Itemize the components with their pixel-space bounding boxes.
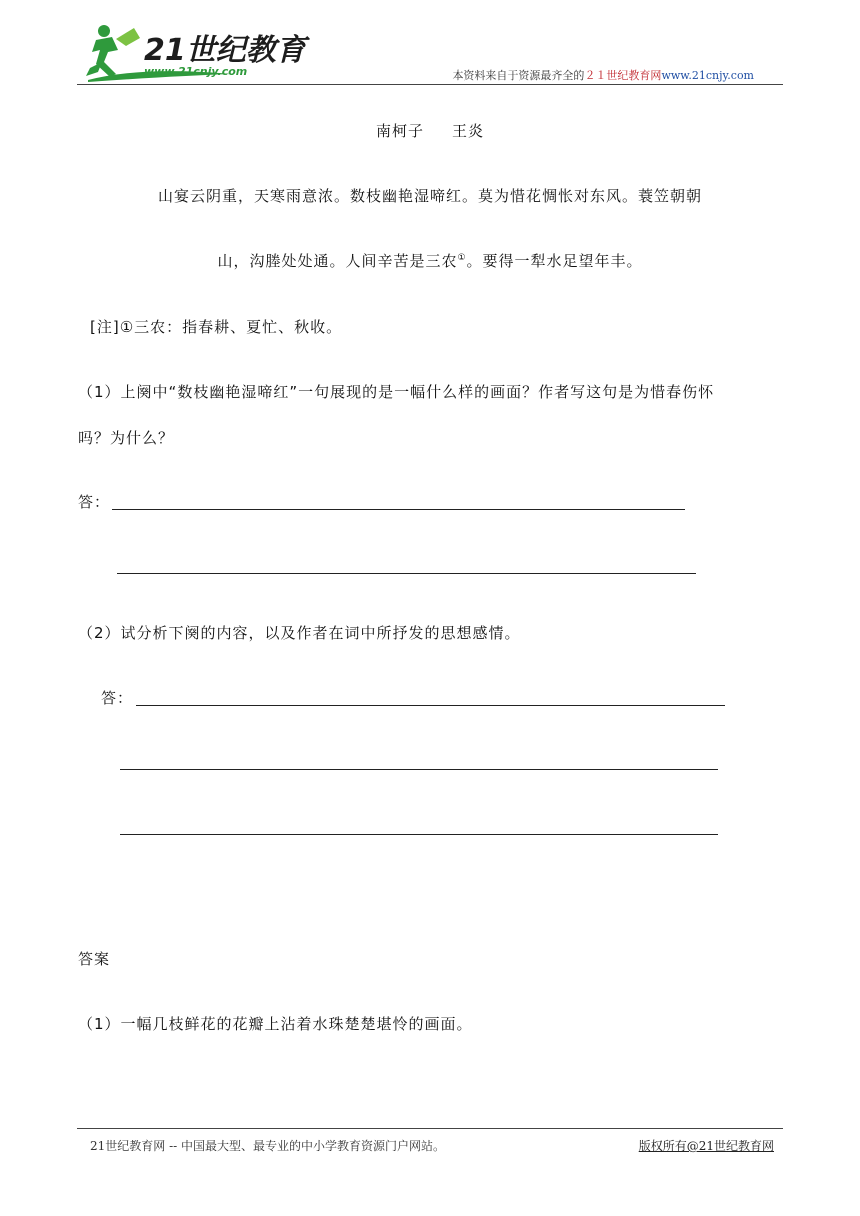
header-note bbox=[452, 67, 754, 83]
poem-annotation: [注]①三农：指春耕、夏忙、秋收。 bbox=[90, 318, 343, 336]
footer-copyright-link[interactable]: 版权所有@21世纪教育网 bbox=[638, 1139, 774, 1153]
footer-tagline: 21世纪教育网 -- 中国最大型、最专业的中小学教育资源门户网站。 bbox=[90, 1139, 446, 1153]
answers-heading: 答案 bbox=[78, 950, 111, 968]
header-note-site[interactable]: ２１世纪教育网 bbox=[584, 69, 662, 82]
poem-line-2-text-b: 。要得一犁水足望年丰。 bbox=[466, 252, 643, 270]
poem-author: 王炎 bbox=[452, 122, 485, 140]
question-1-line-2: 吗？为什么？ bbox=[78, 429, 175, 447]
site-logo bbox=[82, 22, 306, 84]
answer-blank-2a[interactable] bbox=[136, 705, 725, 706]
answer-blank-1b[interactable] bbox=[117, 573, 696, 574]
header-note-url[interactable]: www.21cnjy.com bbox=[661, 69, 754, 82]
answer-blank-2b[interactable] bbox=[120, 769, 718, 770]
poem-line-1: 山宴云阴重，天寒雨意浓。数枝幽艳湿啼红。莫为惜花惆怅对东风。蓑笠朝朝 bbox=[157, 187, 702, 205]
poem-line-2 bbox=[0, 250, 860, 271]
header-divider bbox=[77, 84, 783, 85]
answer-label-2: 答： bbox=[101, 689, 134, 707]
footer-divider bbox=[77, 1128, 783, 1129]
footnote-marker: ① bbox=[457, 253, 467, 263]
poem-title: 南柯子 bbox=[375, 122, 424, 140]
answer-blank-2c[interactable] bbox=[120, 834, 718, 835]
answer-1: （1）一幅几枝鲜花的花瓣上沾着水珠楚楚堪怜的画面。 bbox=[78, 1015, 473, 1033]
question-1-line-1: （1）上阕中“数枝幽艳湿啼红”一句展现的是一幅什么样的画面？作者写这句是为惜春伤怀 bbox=[78, 383, 715, 401]
answer-label-1: 答： bbox=[78, 493, 111, 511]
logo-url: www.21cnjy.com bbox=[144, 65, 248, 78]
answer-blank-1a[interactable] bbox=[112, 509, 685, 510]
question-2: （2）试分析下阕的内容，以及作者在词中所抒发的思想感情。 bbox=[78, 624, 521, 642]
poem-title-line bbox=[0, 120, 860, 141]
logo-text: 21世纪教育 bbox=[144, 33, 306, 68]
header-note-prefix: 本资料来自于资源最齐全的 bbox=[452, 69, 585, 82]
poem-line-2-text-a: 山，沟塍处处通。人间辛苦是三农 bbox=[217, 252, 458, 270]
